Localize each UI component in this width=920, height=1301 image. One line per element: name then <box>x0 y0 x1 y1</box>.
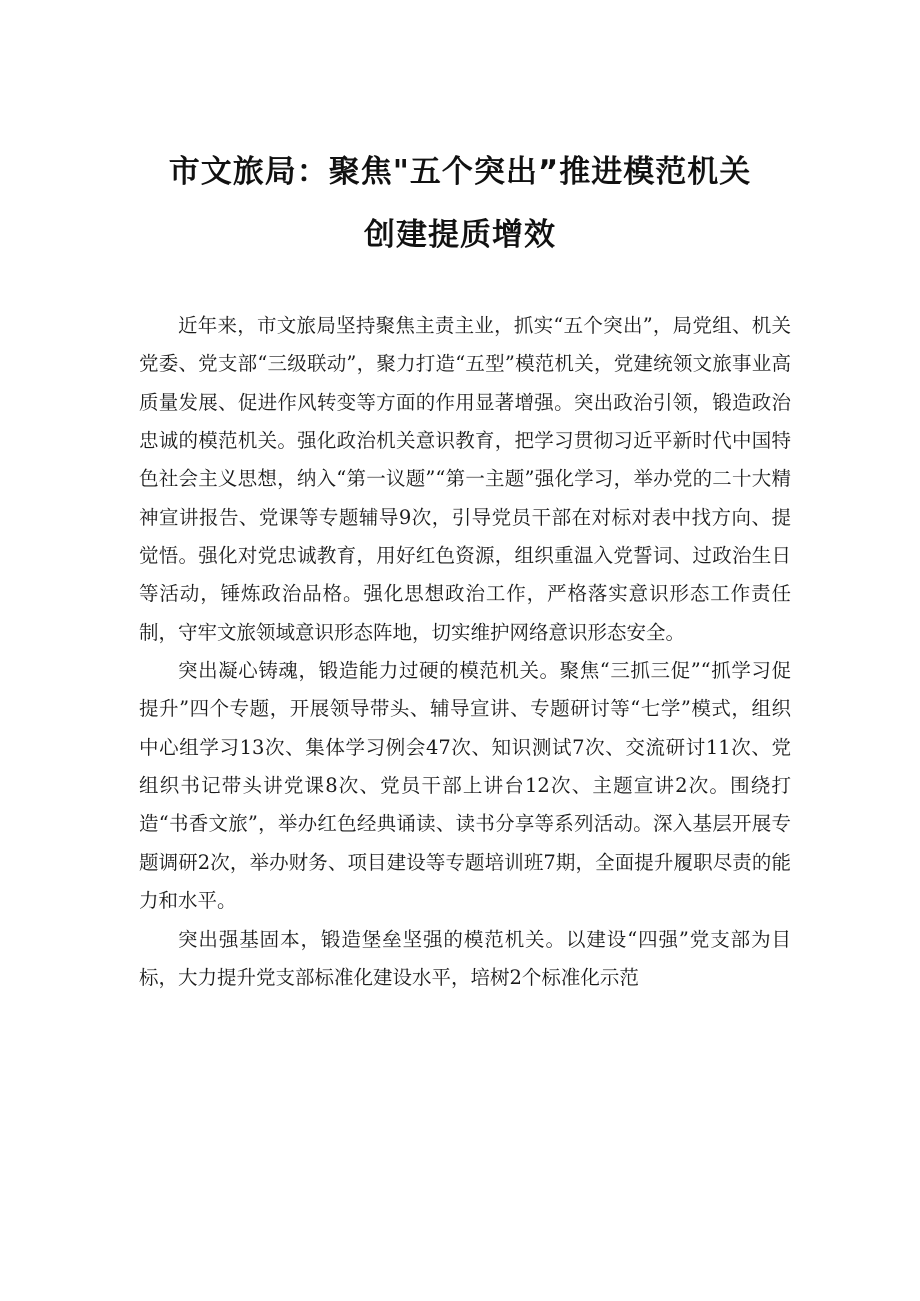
paragraph-1: 近年来，市文旅局坚持聚焦主责主业，抓实“五个突出”，局党组、机关党委、党支部“三级联动”，聚力打造“五型”模范机关，党建统领文旅事业高质量发展、促进作风转变等方面的作用显著增强。突出政治引领，锻造政治忠诚的模范机关。强化政治机关意识教育，把学习贯彻习近平新时代中国特色社会主义思想，纳入“第一议题”“第一主题”强化学习，举办党的二十大精神宣讲报告、党课等专题辅导9次，引导党员干部在对标对表中找方向、提觉悟。强化对党忠诚教育，用好红色资源，组织重温入党誓词、过政治生日等活动，锤炼政治品格。强化思想政治工作，严格落实意识形态工作责任制，守牢文旅领域意识形态阵地，切实维护网络意识形态安全。 <box>139 314 791 644</box>
document-body <box>139 307 791 997</box>
paragraph-2: 突出凝心铸魂，锻造能力过硬的模范机关。聚焦“三抓三促”“抓学习促提升”四个专题，开展领导带头、辅导宣讲、专题研讨等“七学”模式，组织中心组学习13次、集体学习例会47次、知识测试7次、交流研讨11次、党组织书记带头讲党课8次、党员干部上讲台12次、主题宣讲2次。围绕打造“书香文旅”，举办红色经典诵读、读书分享等系列活动。深入基层开展专题调研2次，举办财务、项目建设等专题培训班7期，全面提升履职尽责的能力和水平。 <box>139 659 791 913</box>
paragraph-3: 突出强基固本，锻造堡垒坚强的模范机关。以建设“四强”党支部为目标，大力提升党支部标准化建设水平，培树2个标准化示范 <box>139 927 791 989</box>
document-title-line-2: 创建提质增效 <box>364 217 556 253</box>
document-title-line-1: 市文旅局：聚焦"五个突出”推进模范机关 <box>168 154 752 190</box>
